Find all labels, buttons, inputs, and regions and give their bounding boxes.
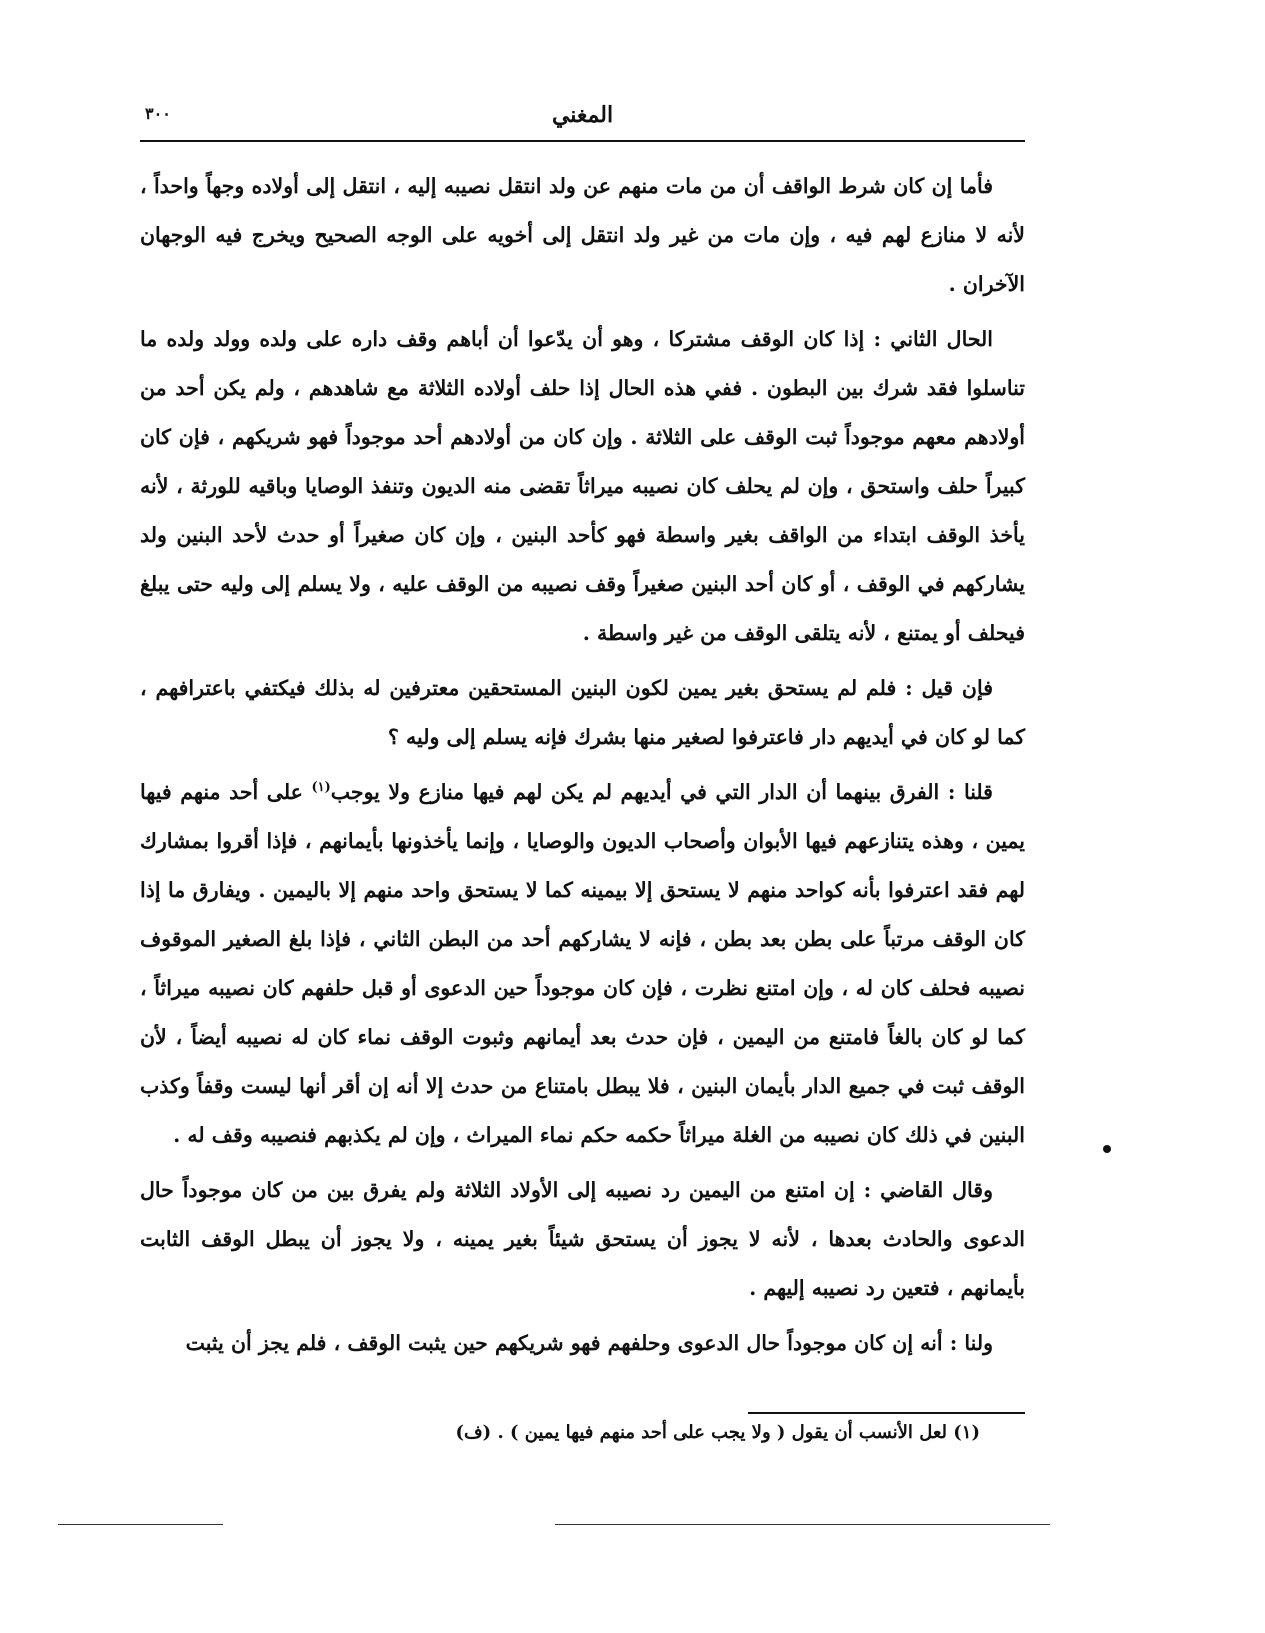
footnote-reference-mark: (١) — [311, 780, 331, 796]
paragraph-qadi-opinion: وقال القاضي : إن امتنع من اليمين رد نصيبه إلى الأولاد الثلاثة ولم يفرق بين من كان موجوداً حال الدعوى والحادث بعدها ، لأنه لا يجوز أن يستحق شيئاً بغير يمينه ، ولا يجوز أن يبطل الوقف الثابت بأيمانهم ، فتعين رد نصيبه إليهم . — [140, 1178, 1025, 1300]
paragraph-our-position: ولنا : أنه إن كان موجوداً حال الدعوى وحلفهم فهو شريكهم حين يثبت الوقف ، فلم يجز أن يثبت — [185, 1331, 993, 1355]
margin-dot — [1103, 1145, 1111, 1153]
header-rule — [140, 140, 1025, 142]
answer-text-rest: على أحد منهم فيها يمين ، وهذه يتنازعهم فيها الأبوان وأصحاب الديون والوصايا ، وإنما يأخذونها بأيمانهم ، فإذا أقروا بمشارك لهم فقد اعترفوا بأنه كواحد منهم لا يستحق إلا بيمينه كما لا يستحق واحد منهم إلا باليمين . ويفارق ما إذا كان الوقف مرتباً على بطن بعد بطن ، فإنه لا يشاركهم أحد من البطن الثاني ، فإذا بلغ الصغير الموقوف نصيبه فحلف كان له ، وإن امتنع نظرت ، فإن كان موجوداً حين الدعوى أو قبل حلفهم كان نصيبه ميراثاً ، كما لو كان بالغاً فامتنع من اليمين ، فإن حدث بعد أيمانهم وثبوت الوقف نماء كان له نصيبه أيضاً ، لأن الوقف ثبت في جميع الدار بأيمان البنين ، فلا يبطل بامتناع من حدث إلا أنه إن أقر أنها ليست وقفاً وكذب البنين في ذلك كان نصيبه من الغلة ميراثاً حكمه حكم نماء الميراث ، وإن لم يكذبهم فنصيبه وقف له . — [140, 780, 1025, 1147]
paragraph-answer — [140, 768, 1025, 1160]
bottom-rule-right — [555, 1524, 1050, 1525]
paragraph-second-case: الحال الثاني : إذا كان الوقف مشتركا ، وهو أن يدّعوا أن أباهم وقف داره على ولده وولد ولده ما تناسلوا فقد شرك بين البطون . ففي هذه الحال إذا حلف أولاده الثلاثة مع شاهدهم ، ولم يكن أحد من أولادهم معهم موجوداً ثبت الوقف على الثلاثة . وإن كان من أولادهم أحد موجوداً فهو شريكهم ، فإن كان كبيراً حلف واستحق ، وإن لم يحلف كان نصيبه ميراثاً تقضى منه الديون وتنفذ الوصايا وباقيه للورثة ، لأنه يأخذ الوقف ابتداء من الواقف بغير واسطة فهو كأحد البنين ، وإن كان صغيراً أو حدث لأحد البنين ولد يشاركهم في الوقف ، أو كان أحد البنين صغيراً وقف نصيبه من الوقف عليه ، ولا يسلم إلى وليه حتى يبلغ فيحلف أو يمتنع ، لأنه يتلقى الوقف من غير واسطة . — [140, 327, 1025, 645]
running-title: المغني — [551, 102, 614, 128]
paragraph-waqf-condition: فأما إن كان شرط الواقف أن من مات منهم عن ولد انتقل نصيبه إليه ، انتقل إلى أولاده وجهاً واحداً ، لأنه لا منازع لهم فيه ، وإن مات من غير ولد انتقل إلى أخويه على الوجه الصحيح ويخرج فيه الوجهان الآخران . — [140, 174, 1025, 296]
page-number: ٣٠٠ — [145, 104, 171, 123]
body-text — [140, 162, 1025, 1374]
footnote-rule — [748, 1412, 1025, 1414]
footnote: (١) لعل الأنسب أن يقول ( ولا يجب على أحد منهم فيها يمين ) . (ف) — [455, 1422, 980, 1443]
answer-text-start: قلنا : الفرق بينهما أن الدار التي في أيديهم لم يكن لهم فيها منازع ولا يوجب — [330, 780, 993, 804]
paragraph-objection: فإن قيل : فلم لم يستحق بغير يمين لكون البنين المستحقين معترفين له بذلك فيكتفي باعترافهم ، كما لو كان في أيديهم دار فاعترفوا لصغير منها بشرك فإنه يسلم إلى وليه ؟ — [140, 676, 1025, 749]
bottom-rule-left — [58, 1524, 223, 1525]
